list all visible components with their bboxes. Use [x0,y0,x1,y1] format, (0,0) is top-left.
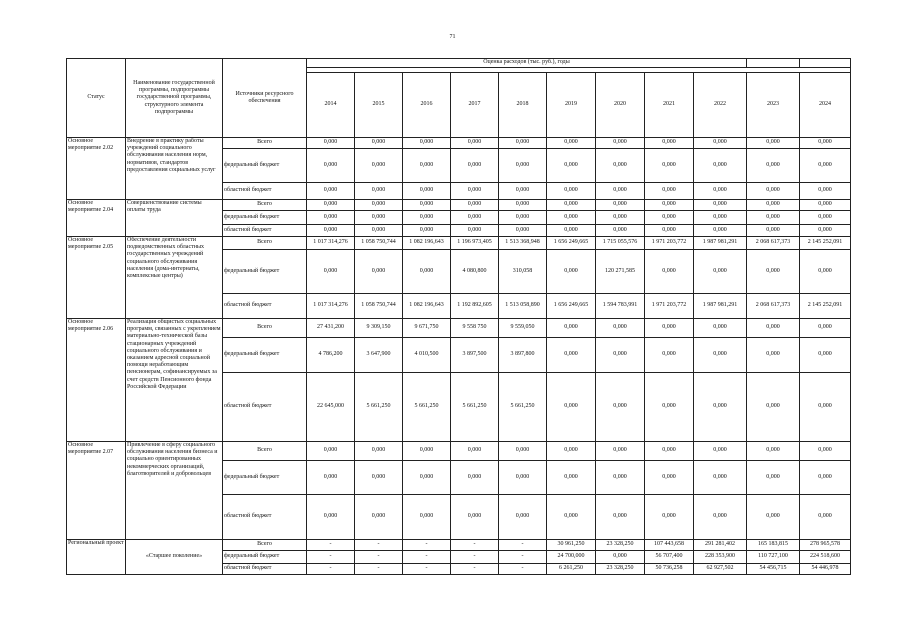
value-cell: 1 987 981,291 [694,294,747,319]
value-cell: 0,000 [307,225,355,237]
value-cell: - [451,551,499,564]
value-cell: 0,000 [596,338,645,373]
value-cell: 1 656 249,665 [547,237,596,250]
year-header: 2017 [451,73,499,138]
value-cell: 0,000 [694,495,747,540]
value-cell: 0,000 [499,495,547,540]
value-cell: 310,058 [499,250,547,294]
year-header: 2018 [499,73,547,138]
value-cell: 0,000 [596,225,645,237]
value-cell: 54 456,715 [747,564,800,575]
value-cell: 0,000 [547,149,596,183]
value-cell: 1 594 783,991 [596,294,645,319]
value-cell: 0,000 [547,338,596,373]
status-cell: Региональный проект [67,540,126,575]
value-cell: 0,000 [800,183,851,200]
value-cell: 0,000 [547,319,596,338]
value-cell: 0,000 [547,225,596,237]
value-cell: 0,000 [596,211,645,225]
value-cell: 165 183,815 [747,540,800,551]
value-cell: 0,000 [645,149,694,183]
value-cell: 0,000 [747,461,800,495]
value-cell: 0,000 [694,149,747,183]
value-cell: 0,000 [645,250,694,294]
expenses-table [66,58,851,575]
value-cell: 0,000 [645,338,694,373]
value-cell: 1 192 892,605 [451,294,499,319]
value-cell: 0,000 [403,225,451,237]
program-name-cell: Внедрение в практику работы учреждений социального обслуживания населения норм, нормативов, стандартов предоставления социальных услуг [126,138,223,200]
value-cell: 1 196 973,405 [451,237,499,250]
value-cell: 9 559,050 [499,319,547,338]
value-cell: 0,000 [747,211,800,225]
value-cell: 0,000 [694,319,747,338]
value-cell: - [403,551,451,564]
value-cell: 0,000 [747,250,800,294]
value-cell: 228 353,900 [694,551,747,564]
value-cell: 278 965,578 [800,540,851,551]
funding-source-cell: Всего [223,319,307,338]
funding-source-cell: Всего [223,442,307,461]
funding-source-cell: Всего [223,138,307,149]
value-cell: 0,000 [547,183,596,200]
value-cell: 1 017 314,276 [307,237,355,250]
value-cell: 22 645,000 [307,373,355,442]
value-cell: 0,000 [355,250,403,294]
value-cell: 0,000 [499,211,547,225]
value-cell: 0,000 [547,138,596,149]
value-cell: 0,000 [747,373,800,442]
value-cell: 0,000 [499,183,547,200]
value-cell: 24 700,000 [547,551,596,564]
value-cell: 0,000 [307,200,355,211]
value-cell: 0,000 [547,250,596,294]
value-cell: 0,000 [451,442,499,461]
value-cell: - [451,540,499,551]
value-cell: 0,000 [645,461,694,495]
value-cell: 0,000 [307,461,355,495]
funding-source-cell: федеральный бюджет [223,338,307,373]
funding-source-cell: федеральный бюджет [223,211,307,225]
value-cell: 6 261,250 [547,564,596,575]
table-row [67,138,851,149]
value-cell: 0,000 [800,138,851,149]
value-cell: 0,000 [499,442,547,461]
value-cell: 0,000 [694,442,747,461]
value-cell: 3 897,500 [451,338,499,373]
value-cell: 0,000 [451,183,499,200]
value-cell: 0,000 [307,211,355,225]
value-cell: - [451,564,499,575]
value-cell: 1 513 058,890 [499,294,547,319]
value-cell: 0,000 [596,461,645,495]
value-cell: 0,000 [645,442,694,461]
value-cell: 0,000 [747,495,800,540]
value-cell: 0,000 [645,211,694,225]
value-cell: 1 971 203,772 [645,294,694,319]
value-cell: 0,000 [645,373,694,442]
value-cell: 0,000 [451,495,499,540]
value-cell: 0,000 [403,442,451,461]
year-header: 2019 [547,73,596,138]
value-cell: 56 707,400 [645,551,694,564]
value-cell: 1 656 249,665 [547,294,596,319]
value-cell: 110 727,100 [747,551,800,564]
value-cell: 0,000 [451,461,499,495]
value-cell: 0,000 [403,250,451,294]
funding-source-cell: областной бюджет [223,183,307,200]
value-cell: 9 671,750 [403,319,451,338]
value-cell: 0,000 [596,138,645,149]
funding-source-cell: Всего [223,200,307,211]
value-cell: 0,000 [596,495,645,540]
status-cell: Основное мероприятие 2.04 [67,200,126,237]
value-cell: 0,000 [355,495,403,540]
value-cell: 0,000 [800,461,851,495]
value-cell: 0,000 [451,138,499,149]
page-number: 71 [449,34,456,40]
value-cell: 0,000 [596,319,645,338]
value-cell: 4 786,200 [307,338,355,373]
value-cell: 27 431,200 [307,319,355,338]
value-cell: 107 443,658 [645,540,694,551]
value-cell: - [307,540,355,551]
value-cell: 0,000 [499,461,547,495]
value-cell: 23 328,250 [596,540,645,551]
value-cell: 0,000 [800,495,851,540]
value-cell: 30 961,250 [547,540,596,551]
year-header: 2015 [355,73,403,138]
value-cell: 0,000 [451,225,499,237]
program-name-cell: Привлечение в сферу социального обслуживания населения бизнеса и социально ориентированных некоммерческих организаций, благотворителей и добровольцев [126,442,223,540]
value-cell: 5 661,250 [355,373,403,442]
header-name: Наименование государственной программы, подпрограммы государственной программы, структурного элемента подпрограммы [126,59,223,138]
value-cell: 0,000 [596,442,645,461]
value-cell: - [499,540,547,551]
value-cell: 0,000 [403,138,451,149]
value-cell: 0,000 [747,138,800,149]
year-header: 2024 [800,73,851,138]
value-cell: 0,000 [694,373,747,442]
table-body [67,138,851,575]
value-cell: - [499,551,547,564]
value-cell: 0,000 [307,149,355,183]
value-cell: 0,000 [694,183,747,200]
value-cell: 1 017 314,276 [307,294,355,319]
value-cell: 0,000 [694,250,747,294]
value-cell: 5 661,250 [499,373,547,442]
status-cell: Основное мероприятие 2.06 [67,319,126,442]
value-cell: - [307,564,355,575]
value-cell: 0,000 [694,200,747,211]
header-source: Источники ресурсного обеспечения [223,59,307,138]
value-cell: 120 271,585 [596,250,645,294]
value-cell: 0,000 [355,461,403,495]
value-cell: 0,000 [596,551,645,564]
program-name-cell: «Старшее поколение» [126,540,223,575]
value-cell: 0,000 [800,225,851,237]
value-cell: 0,000 [645,495,694,540]
value-cell: 291 281,402 [694,540,747,551]
year-header: 2021 [645,73,694,138]
funding-source-cell: федеральный бюджет [223,149,307,183]
value-cell: 54 446,978 [800,564,851,575]
value-cell: 0,000 [355,138,403,149]
value-cell: 0,000 [547,442,596,461]
value-cell: 0,000 [800,149,851,183]
value-cell: 1 058 750,744 [355,237,403,250]
value-cell: 0,000 [355,183,403,200]
value-cell: 0,000 [596,200,645,211]
value-cell: 0,000 [547,373,596,442]
value-cell: 0,000 [694,338,747,373]
value-cell: 0,000 [355,149,403,183]
funding-source-cell: федеральный бюджет [223,551,307,564]
value-cell: 0,000 [596,149,645,183]
header-blank-cell [747,59,800,68]
value-cell: 0,000 [403,200,451,211]
year-header: 2016 [403,73,451,138]
funding-source-cell: федеральный бюджет [223,461,307,495]
value-cell: 62 927,502 [694,564,747,575]
value-cell: 9 558 750 [451,319,499,338]
value-cell: 1 971 203,772 [645,237,694,250]
value-cell: 0,000 [307,495,355,540]
value-cell: 4 080,800 [451,250,499,294]
value-cell: 0,000 [355,200,403,211]
header-estimate: Оценка расходов (тыс. руб.), годы [307,59,747,68]
value-cell: - [403,564,451,575]
value-cell: - [403,540,451,551]
year-header: 2014 [307,73,355,138]
value-cell: 4 010,500 [403,338,451,373]
header-status: Статус [67,59,126,138]
status-cell: Основное мероприятие 2.07 [67,442,126,540]
value-cell: - [355,564,403,575]
value-cell: 0,000 [451,149,499,183]
value-cell: 1 058 750,744 [355,294,403,319]
value-cell: 0,000 [307,183,355,200]
value-cell: 0,000 [403,461,451,495]
value-cell: - [499,564,547,575]
value-cell: 23 328,250 [596,564,645,575]
value-cell: 0,000 [499,225,547,237]
value-cell: 0,000 [800,250,851,294]
value-cell: 0,000 [403,211,451,225]
funding-source-cell: областной бюджет [223,495,307,540]
value-cell: 50 736,258 [645,564,694,575]
status-cell: Основное мероприятие 2.02 [67,138,126,200]
value-cell: 1 082 196,643 [403,237,451,250]
value-cell: 0,000 [645,183,694,200]
funding-source-cell: областной бюджет [223,373,307,442]
value-cell: 0,000 [499,138,547,149]
funding-source-cell: федеральный бюджет [223,250,307,294]
value-cell: 0,000 [451,211,499,225]
value-cell: 0,000 [694,211,747,225]
value-cell: 1 715 055,576 [596,237,645,250]
value-cell: 0,000 [355,225,403,237]
value-cell: 0,000 [694,461,747,495]
funding-source-cell: Всего [223,540,307,551]
year-header: 2023 [747,73,800,138]
value-cell: 0,000 [747,319,800,338]
value-cell: 0,000 [596,373,645,442]
funding-source-cell: областной бюджет [223,294,307,319]
value-cell: 0,000 [307,442,355,461]
value-cell: 0,000 [747,338,800,373]
value-cell: 0,000 [645,200,694,211]
value-cell: 0,000 [547,495,596,540]
table-row [67,237,851,250]
table-row [67,540,851,551]
value-cell: 0,000 [800,211,851,225]
program-name-cell: Реализация общистых социальных программ, связанных с укреплением материально-технической базы стационарных учреждений социального обслуживания и оказанием адресной социальной помощи неработающим пенсионерам, софинансируемых за счет средств Пенсионного фонда Российской Федерации [126,319,223,442]
value-cell: 0,000 [800,200,851,211]
value-cell: 2 145 252,091 [800,237,851,250]
program-name-cell: Совершенствование системы оплаты труда [126,200,223,237]
table-row [67,319,851,338]
value-cell: 5 661,250 [451,373,499,442]
funding-source-cell: Всего [223,237,307,250]
value-cell: 0,000 [403,149,451,183]
value-cell: - [355,540,403,551]
value-cell: 0,000 [800,319,851,338]
value-cell: 0,000 [747,225,800,237]
value-cell: 2 145 252,091 [800,294,851,319]
value-cell: 0,000 [547,211,596,225]
value-cell: 0,000 [596,183,645,200]
value-cell: 0,000 [800,373,851,442]
value-cell: 0,000 [547,200,596,211]
program-name-cell: Обеспечение деятельности подведомственных областных государственных учреждений социального обслуживания населения (дома-интернаты, комплексные центры) [126,237,223,319]
value-cell: 2 068 617,373 [747,237,800,250]
year-header: 2020 [596,73,645,138]
value-cell: 0,000 [499,149,547,183]
value-cell: 0,000 [747,183,800,200]
value-cell: 3 897,800 [499,338,547,373]
value-cell: 0,000 [499,200,547,211]
value-cell: 0,000 [800,442,851,461]
value-cell: 5 661,250 [403,373,451,442]
value-cell: 9 309,150 [355,319,403,338]
funding-source-cell: областной бюджет [223,225,307,237]
value-cell: 0,000 [645,319,694,338]
value-cell: 0,000 [355,211,403,225]
value-cell: 0,000 [307,138,355,149]
value-cell: 1 082 196,643 [403,294,451,319]
value-cell: 0,000 [547,461,596,495]
table-row [67,200,851,211]
status-cell: Основное мероприятие 2.05 [67,237,126,319]
value-cell: - [355,551,403,564]
value-cell: 2 068 617,373 [747,294,800,319]
value-cell: 0,000 [747,149,800,183]
value-cell: 0,000 [307,250,355,294]
value-cell: 0,000 [355,442,403,461]
value-cell: 0,000 [645,138,694,149]
value-cell: 224 518,600 [800,551,851,564]
funding-source-cell: областной бюджет [223,564,307,575]
value-cell: 3 647,900 [355,338,403,373]
value-cell: 0,000 [403,495,451,540]
value-cell: 0,000 [451,200,499,211]
table-row [67,442,851,461]
value-cell: 0,000 [800,338,851,373]
header-blank-cell [800,59,851,68]
value-cell: 0,000 [747,442,800,461]
value-cell: 1 987 981,291 [694,237,747,250]
value-cell: 0,000 [403,183,451,200]
value-cell: - [307,551,355,564]
value-cell: 0,000 [694,138,747,149]
value-cell: 0,000 [747,200,800,211]
value-cell: 0,000 [694,225,747,237]
year-header: 2022 [694,73,747,138]
value-cell: 1 513 368,948 [499,237,547,250]
value-cell: 0,000 [645,225,694,237]
